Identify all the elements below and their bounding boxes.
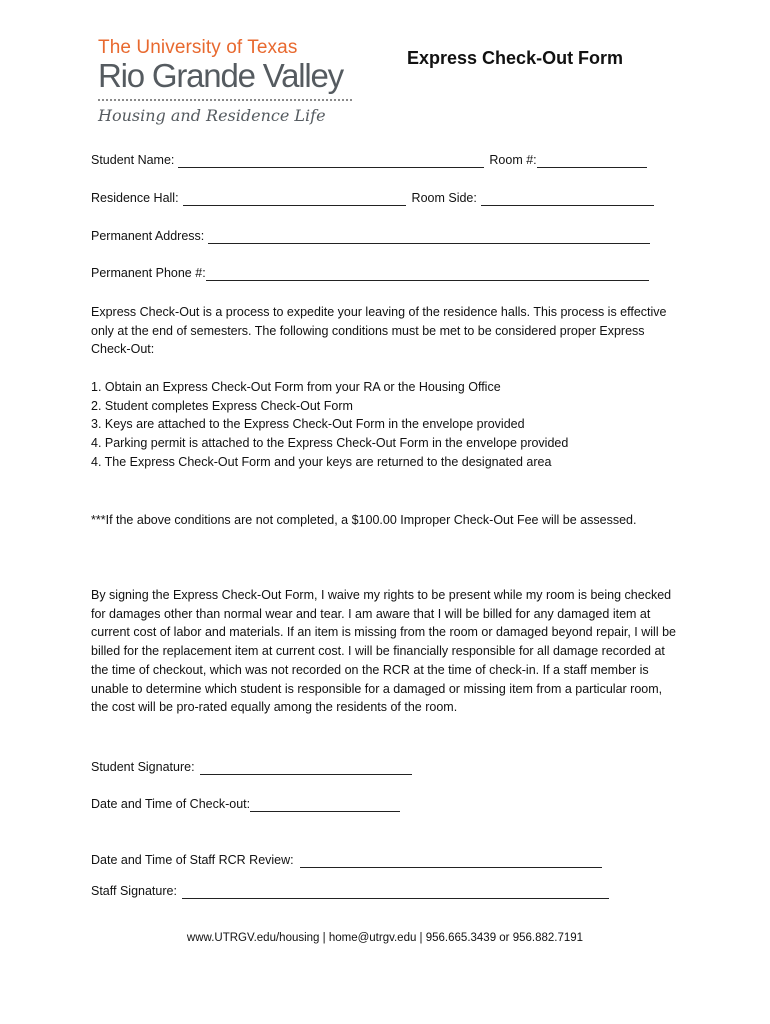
room-side-field[interactable]	[481, 192, 654, 206]
fee-notice-text: ***If the above conditions are not completed, a $100.00 Improper Check-Out Fee will be assessed.	[91, 513, 637, 527]
student-name-field[interactable]	[178, 154, 484, 168]
residence-hall-field[interactable]	[183, 192, 406, 206]
permanent-phone-label: Permanent Phone #:	[91, 266, 206, 280]
checkout-datetime-field[interactable]	[250, 798, 400, 812]
room-field[interactable]	[537, 154, 647, 168]
student-signature-field[interactable]	[200, 761, 412, 775]
student-signature-label: Student Signature:	[91, 760, 195, 774]
student-name-label: Student Name:	[91, 153, 175, 167]
waiver-paragraph	[91, 586, 681, 717]
utrgv-logo	[98, 38, 358, 125]
intro-text: Express Check-Out is a process to expedite your leaving of the residence halls. This process is effective only at the end of semesters. The following conditions must be met to be considered proper Express Check-Out:	[91, 305, 667, 357]
form-title: Express Check-Out Form	[407, 48, 624, 68]
permanent-phone-row	[91, 265, 649, 281]
staff-signature-label: Staff Signature:	[91, 884, 177, 898]
checkout-datetime-row	[91, 796, 400, 812]
logo-divider	[98, 99, 352, 101]
permanent-address-label: Permanent Address:	[91, 229, 205, 243]
fee-notice	[91, 511, 661, 530]
staff-signature-row	[91, 883, 609, 899]
residence-hall-row	[91, 190, 654, 206]
logo-university-line: The University of Texas	[98, 37, 298, 58]
intro-paragraph	[91, 303, 681, 359]
conditions-list	[91, 378, 681, 472]
staff-rcr-review-field[interactable]	[300, 854, 602, 868]
list-item: 4. Parking permit is attached to the Express Check-Out Form in the envelope provided	[91, 436, 569, 451]
permanent-address-row	[91, 228, 650, 244]
student-signature-row	[91, 759, 412, 775]
staff-rcr-review-row	[91, 852, 602, 868]
list-item: 1. Obtain an Express Check-Out Form from your RA or the Housing Office	[91, 380, 501, 394]
student-name-row	[91, 152, 647, 168]
residence-hall-label: Residence Hall:	[91, 191, 179, 205]
room-label: Room #:	[489, 153, 537, 167]
waiver-text: By signing the Express Check-Out Form, I waive my rights to be present while my room is being checked for damages other than normal wear and tear. I am aware that I will be billed for any damaged item at current cost of labor and materials. If an item is missing from the room or damaged beyond repair, I will be billed for the replacement item at current cost. I will be financially responsible for all damage recorded at the time of checkout, which was not recorded on the RCR at the time of check-in. If a staff member is unable to determine which student is responsible for a damaged or missing item from a particular room, the cost will be pro-rated equally among the residents of the room.	[91, 588, 676, 715]
room-side-label: Room Side:	[411, 191, 477, 205]
permanent-address-field[interactable]	[208, 230, 650, 244]
checkout-datetime-label: Date and Time of Check-out:	[91, 797, 251, 811]
list-item: 3. Keys are attached to the Express Check-Out Form in the envelope provided	[91, 417, 525, 432]
list-item: 4. The Express Check-Out Form and your keys are returned to the designated area	[91, 454, 552, 469]
list-item: 2. Student completes Express Check-Out Form	[91, 398, 353, 413]
staff-signature-field[interactable]	[182, 885, 609, 899]
staff-rcr-review-label: Date and Time of Staff RCR Review:	[91, 853, 294, 867]
logo-department: Housing and Residence Life	[98, 106, 326, 125]
permanent-phone-field[interactable]	[206, 267, 649, 281]
logo-rio-grande-valley: Rio Grande Valley	[98, 57, 343, 94]
footer-contact: www.UTRGV.edu/housing | home@utrgv.edu | 956.665.3439 or 956.882.7191	[186, 932, 584, 944]
